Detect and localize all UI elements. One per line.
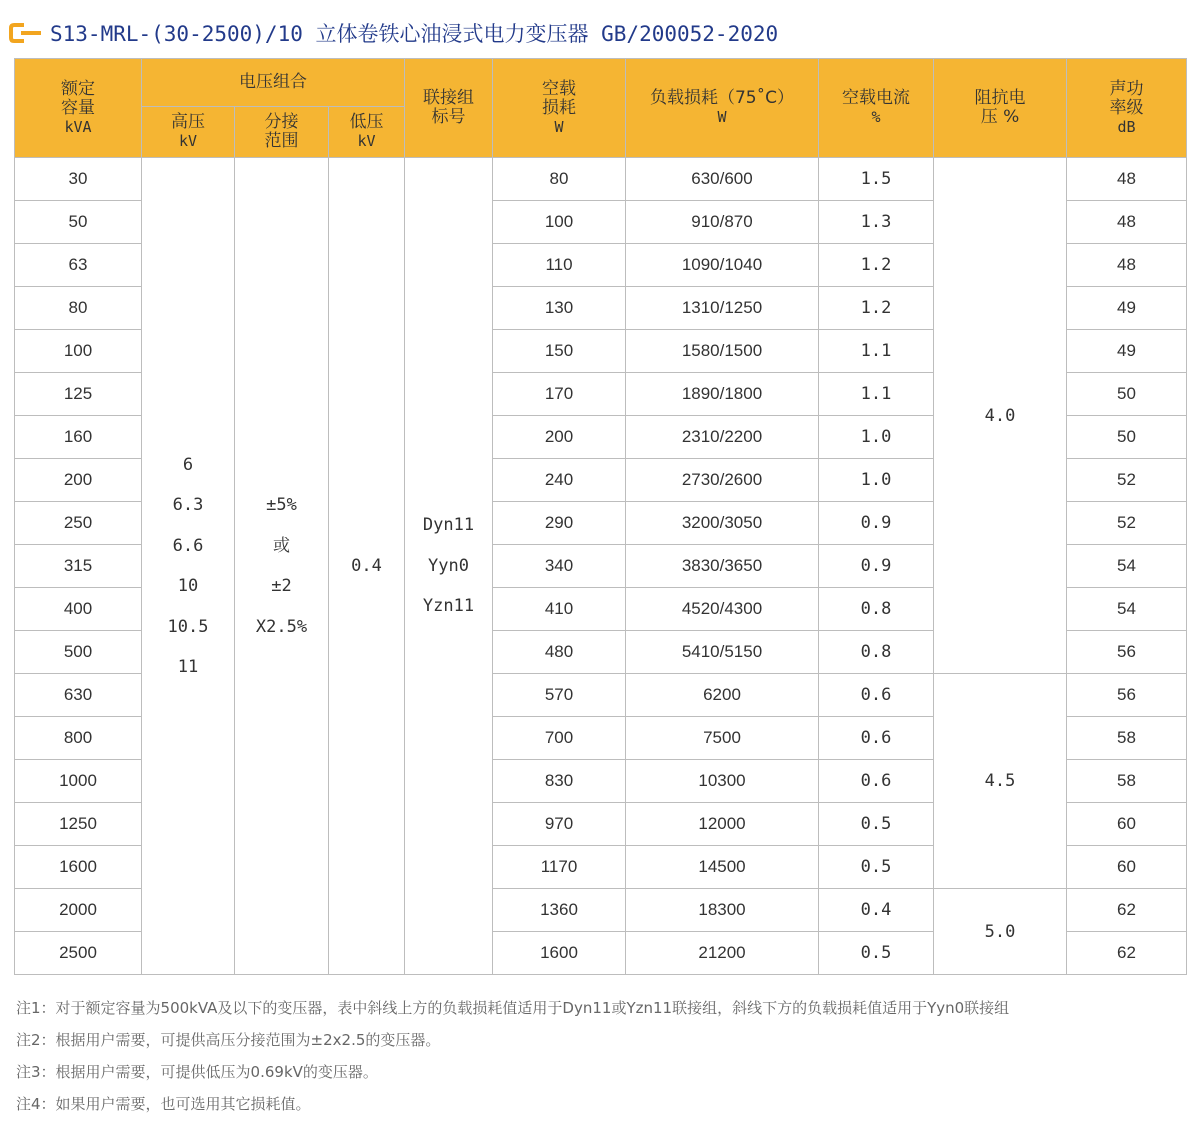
noload-loss-cell: 150 xyxy=(493,330,626,373)
impedance-cell: 4.0 xyxy=(934,158,1067,674)
noload-current-cell: 0.4 xyxy=(819,889,934,932)
noload-loss-cell: 830 xyxy=(493,760,626,803)
sound-cell: 54 xyxy=(1067,588,1187,631)
sound-cell: 50 xyxy=(1067,373,1187,416)
load-loss-cell: 18300 xyxy=(626,889,819,932)
note-3: 注3：根据用户需要，可提供低压为0.69kV的变压器。 xyxy=(16,1063,378,1081)
header-sound: 声功 率级 dB xyxy=(1067,59,1187,158)
capacity-cell: 30 xyxy=(15,158,142,201)
header-connection: 联接组 标号 xyxy=(405,59,493,158)
noload-current-cell: 0.6 xyxy=(819,760,934,803)
spec-table xyxy=(14,58,1187,975)
title-text: S13-MRL-(30-2500)/10 立体卷铁心油浸式电力变压器 GB/200052-2020 xyxy=(50,22,779,46)
sound-cell: 49 xyxy=(1067,330,1187,373)
header-noload-current: 空载电流 % xyxy=(819,59,934,158)
load-loss-cell: 3830/3650 xyxy=(626,545,819,588)
sound-cell: 48 xyxy=(1067,244,1187,287)
table-row xyxy=(15,158,1187,201)
note-2: 注2：根据用户需要，可提供高压分接范围为±2x2.5的变压器。 xyxy=(16,1031,441,1049)
capacity-cell: 50 xyxy=(15,201,142,244)
bracket-arrow-icon xyxy=(8,21,44,45)
capacity-cell: 2500 xyxy=(15,932,142,975)
load-loss-cell: 2730/2600 xyxy=(626,459,819,502)
noload-loss-cell: 100 xyxy=(493,201,626,244)
capacity-cell: 1000 xyxy=(15,760,142,803)
load-loss-cell: 21200 xyxy=(626,932,819,975)
connection-cell xyxy=(405,158,493,975)
noload-current-cell: 0.5 xyxy=(819,803,934,846)
sound-cell: 60 xyxy=(1067,803,1187,846)
noload-loss-cell: 340 xyxy=(493,545,626,588)
noload-loss-cell: 970 xyxy=(493,803,626,846)
note-4: 注4：如果用户需要，也可选用其它损耗值。 xyxy=(16,1095,311,1113)
capacity-cell: 800 xyxy=(15,717,142,760)
hv-cell xyxy=(142,158,235,975)
capacity-cell: 1600 xyxy=(15,846,142,889)
header-hv: 高压 kV xyxy=(142,107,235,158)
noload-current-cell: 1.2 xyxy=(819,244,934,287)
header-voltage-group: 电压组合 xyxy=(142,59,405,107)
lv-cell: 0.4 xyxy=(329,158,405,975)
sound-cell: 60 xyxy=(1067,846,1187,889)
connection-value: Dyn11 xyxy=(422,515,475,536)
connection-value: Yzn11 xyxy=(422,596,475,617)
sound-cell: 62 xyxy=(1067,889,1187,932)
noload-current-cell: 0.8 xyxy=(819,588,934,631)
capacity-cell: 250 xyxy=(15,502,142,545)
capacity-cell: 200 xyxy=(15,459,142,502)
sound-cell: 50 xyxy=(1067,416,1187,459)
load-loss-cell: 5410/5150 xyxy=(626,631,819,674)
load-loss-cell: 4520/4300 xyxy=(626,588,819,631)
noload-loss-cell: 130 xyxy=(493,287,626,330)
noload-loss-cell: 80 xyxy=(493,158,626,201)
load-loss-cell: 2310/2200 xyxy=(626,416,819,459)
load-loss-cell: 3200/3050 xyxy=(626,502,819,545)
hv-value: 6 xyxy=(182,454,194,475)
capacity-cell: 2000 xyxy=(15,889,142,932)
sound-cell: 62 xyxy=(1067,932,1187,975)
noload-current-cell: 0.6 xyxy=(819,717,934,760)
noload-loss-cell: 170 xyxy=(493,373,626,416)
header-lv: 低压 kV xyxy=(329,107,405,158)
header-capacity: 额定 容量 kVA xyxy=(15,59,142,158)
noload-current-cell: 1.5 xyxy=(819,158,934,201)
note-1: 注1：对于额定容量为500kVA及以下的变压器，表中斜线上方的负载损耗值适用于Dyn11或Yzn11联接组，斜线下方的负载损耗值适用于Yyn0联接组 xyxy=(16,999,1010,1017)
capacity-cell: 80 xyxy=(15,287,142,330)
noload-current-cell: 1.1 xyxy=(819,330,934,373)
noload-current-cell: 0.5 xyxy=(819,846,934,889)
load-loss-cell: 14500 xyxy=(626,846,819,889)
noload-loss-cell: 570 xyxy=(493,674,626,717)
capacity-cell: 630 xyxy=(15,674,142,717)
load-loss-cell: 1090/1040 xyxy=(626,244,819,287)
noload-loss-cell: 200 xyxy=(493,416,626,459)
capacity-cell: 400 xyxy=(15,588,142,631)
sound-cell: 52 xyxy=(1067,459,1187,502)
capacity-cell: 315 xyxy=(15,545,142,588)
noload-current-cell: 1.2 xyxy=(819,287,934,330)
noload-current-cell: 0.8 xyxy=(819,631,934,674)
hv-value: 6.3 xyxy=(172,495,204,515)
sound-cell: 48 xyxy=(1067,158,1187,201)
sound-cell: 48 xyxy=(1067,201,1187,244)
noload-current-cell: 1.3 xyxy=(819,201,934,244)
sound-cell: 52 xyxy=(1067,502,1187,545)
noload-current-cell: 0.9 xyxy=(819,502,934,545)
capacity-cell: 63 xyxy=(15,244,142,287)
load-loss-cell: 6200 xyxy=(626,674,819,717)
load-loss-cell: 1580/1500 xyxy=(626,330,819,373)
hv-value: 10 xyxy=(177,576,199,596)
tap-value: ±5% xyxy=(266,495,297,515)
header-tap: 分接 范围 xyxy=(235,107,329,158)
tap-value: X2.5% xyxy=(255,616,308,637)
load-loss-cell: 12000 xyxy=(626,803,819,846)
capacity-cell: 100 xyxy=(15,330,142,373)
load-loss-cell: 10300 xyxy=(626,760,819,803)
sound-cell: 56 xyxy=(1067,674,1187,717)
sound-cell: 58 xyxy=(1067,760,1187,803)
noload-loss-cell: 240 xyxy=(493,459,626,502)
load-loss-cell: 1890/1800 xyxy=(626,373,819,416)
tap-cell xyxy=(235,158,329,975)
noload-loss-cell: 1600 xyxy=(493,932,626,975)
sound-cell: 49 xyxy=(1067,287,1187,330)
noload-current-cell: 1.1 xyxy=(819,373,934,416)
connection-value: Yyn0 xyxy=(428,555,469,576)
noload-current-cell: 1.0 xyxy=(819,459,934,502)
noload-loss-cell: 290 xyxy=(493,502,626,545)
load-loss-cell: 7500 xyxy=(626,717,819,760)
hv-value: 6.6 xyxy=(172,535,204,556)
notes xyxy=(16,992,1200,1120)
capacity-cell: 160 xyxy=(15,416,142,459)
noload-current-cell: 0.5 xyxy=(819,932,934,975)
noload-loss-cell: 1360 xyxy=(493,889,626,932)
page-title xyxy=(8,16,778,50)
header-impedance: 阻抗电 压 % xyxy=(934,59,1067,158)
sound-cell: 54 xyxy=(1067,545,1187,588)
noload-current-cell: 0.9 xyxy=(819,545,934,588)
noload-current-cell: 0.6 xyxy=(819,674,934,717)
hv-value: 11 xyxy=(177,657,199,677)
load-loss-cell: 630/600 xyxy=(626,158,819,201)
capacity-cell: 1250 xyxy=(15,803,142,846)
capacity-cell: 125 xyxy=(15,373,142,416)
header-load-loss: 负载损耗（75˚C） W xyxy=(626,59,819,158)
hv-value: 10.5 xyxy=(167,616,209,637)
noload-loss-cell: 110 xyxy=(493,244,626,287)
load-loss-cell: 1310/1250 xyxy=(626,287,819,330)
sound-cell: 56 xyxy=(1067,631,1187,674)
noload-current-cell: 1.0 xyxy=(819,416,934,459)
sound-cell: 58 xyxy=(1067,717,1187,760)
noload-loss-cell: 1170 xyxy=(493,846,626,889)
tap-value: 或 xyxy=(273,535,290,556)
noload-loss-cell: 410 xyxy=(493,588,626,631)
capacity-cell: 500 xyxy=(15,631,142,674)
load-loss-cell: 910/870 xyxy=(626,201,819,244)
noload-loss-cell: 480 xyxy=(493,631,626,674)
noload-loss-cell: 700 xyxy=(493,717,626,760)
tap-value: ±2 xyxy=(271,576,292,596)
header-noload-loss: 空载 损耗 W xyxy=(493,59,626,158)
impedance-cell: 5.0 xyxy=(934,889,1067,975)
impedance-cell: 4.5 xyxy=(934,674,1067,889)
